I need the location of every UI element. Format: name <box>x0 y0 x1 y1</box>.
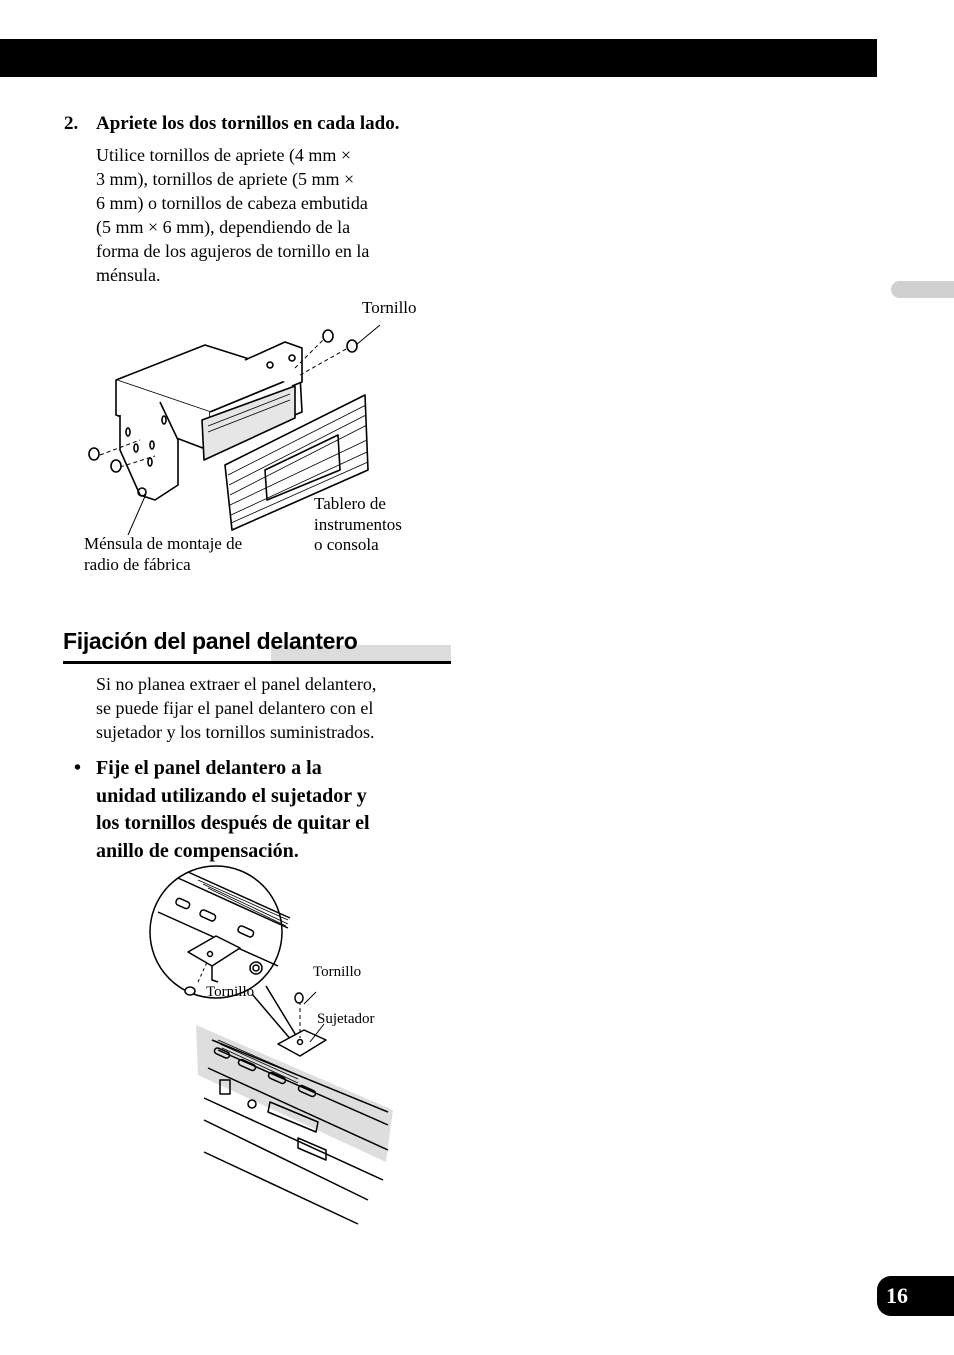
body-line: 3 mm), tornillos de apriete (5 mm × <box>96 169 355 189</box>
body-line: Utilice tornillos de apriete (4 mm × <box>96 145 352 165</box>
figure2-label-screw-inset: Tornillo <box>206 984 255 1000</box>
heading-rule <box>63 661 451 664</box>
label-line: radio de fábrica <box>84 554 191 574</box>
section-tab <box>891 281 954 298</box>
step-title-text: Apriete los dos tornillos en cada lado. <box>96 113 400 134</box>
figure2-label-screw: Tornillo <box>313 964 362 980</box>
label-line: Ménsula de montaje de <box>84 534 243 553</box>
bullet-line: los tornillos después de quitar el <box>96 812 370 834</box>
section-heading <box>63 628 451 664</box>
bullet-line: anillo de compensación. <box>96 839 299 862</box>
body-line: sujetador y los tornillos suministrados. <box>96 722 375 742</box>
body-line: Si no planea extraer el panel delantero, <box>96 674 377 694</box>
body-line: (5 mm × 6 mm), dependiendo de la <box>96 217 351 237</box>
section-title: Fijación del panel delantero <box>63 628 358 654</box>
step-number: 2. <box>64 113 79 134</box>
figure2-label-holder: Sujetador <box>317 1011 375 1027</box>
figure1-label-dashboard <box>314 494 402 556</box>
bullet-line: Fije el panel delantero a la <box>96 757 322 779</box>
step-body <box>96 143 426 287</box>
bullet-dot: • <box>74 757 82 779</box>
figure1-label-screw: Tornillo <box>362 298 417 317</box>
body-line: ménsula. <box>96 265 161 285</box>
page-number: 16 <box>877 1276 954 1316</box>
label-line: Tablero de <box>314 494 386 513</box>
body-line: forma de los agujeros de tornillo en la <box>96 241 370 261</box>
body-line: 6 mm) o tornillos de cabeza embutida <box>96 193 368 213</box>
figure1-label-bracket <box>84 534 242 575</box>
step-heading <box>64 113 399 135</box>
section-body <box>96 672 426 744</box>
label-line: o consola <box>314 535 379 554</box>
body-line: se puede fijar el panel delantero con el <box>96 698 374 718</box>
header-bar <box>0 39 877 77</box>
front-panel-holder-illustration <box>148 870 398 1230</box>
bullet-line: unidad utilizando el sujetador y <box>96 784 367 807</box>
label-line: instrumentos <box>314 514 402 534</box>
